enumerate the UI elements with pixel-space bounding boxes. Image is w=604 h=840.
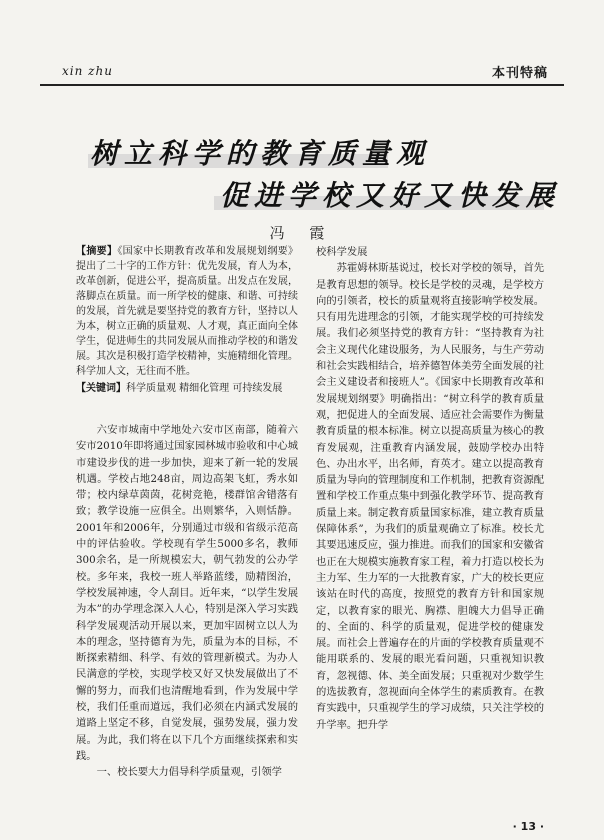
right-column: [316, 244, 544, 733]
article-title: [28, 128, 576, 218]
keywords-label: 【关键词】: [76, 383, 126, 394]
page-number: · 13 ·: [512, 820, 544, 833]
abstract-label: 【摘要】: [76, 246, 118, 257]
author-name: 冯 霞: [269, 224, 335, 242]
keywords-text: 科学质量观 精细化管理 可持续发展: [126, 383, 283, 394]
abstract: [76, 244, 298, 379]
header-left-text: xin zhu: [62, 64, 113, 78]
section-heading-continued: 校科学发展: [316, 246, 368, 258]
header-section-label: 本刊特稿: [491, 66, 548, 81]
title-line-2: 促进学校又好又快发展: [220, 179, 561, 212]
body-paragraph: 苏霍姆林斯基说过，校长对学校的领导，首先是教育思想的领导。校长是学校的灵魂，是学校方向的引领者，校长的质量观将直接影响学校发展。只有用先进理念的引领，才能实现学校的可持续发展。我们必须坚持党的教育方针：“坚持教育为社会主义现代化建设服务，为人民服务，与生产劳动和社会实践相结合，培养德智体美劳全面发展的社会主义建设者和接班人”。《国家中长期教育改革和发展规划纲要》明确指出：“树立科学的教育质量观，把促进人的全面发展、适应社会需要作为衡量教育质量的根本标准。树立以提高质量为核心的教育发展观，注重教育内涵发展，鼓励学校办出特色、办出水平，出名师，育英才。建立以提高教育质量为导向的管理制度和工作机制，把教育资源配置和学校工作重点集中到强化教学环节、提高教育质量上来。制定教育质量国家标准，建立教育质量保障体系”，为我们的质量观确立了标准。校长尤其要迅速反应，强力推进。而我们的国家和安徽省也正在大规模实施教育家工程，着力打造以校长为主力军、生力军的一大批教育家，广大的校长更应该站在时代的高度，按照党的教育方针和国家规定，以教育家的眼光、胸襟、胆魄大力倡导正确的、全面的、科学的质量观，促进学校的健康发展。而社会上普遍存在的片面的学校教育质量观不能用联系的、发展的眼光看问题，只重视知识教育，忽视德、体、美全面发展；只重视对少数学生的选拔教育，忽视面向全体学生的素质教育。在教育实践中，只重视学生的学习成绩，只关注学校的升学率。把升学: [316, 262, 544, 731]
title-line-1: 树立科学的教育质量观: [90, 137, 431, 170]
section-spacer: [76, 396, 298, 422]
abstract-text: 《国家中长期教育改革和发展规划纲要》提出了二十字的工作方针：优先发展，育人为本，改革创新，促进公平，提高质量。出发点在发展，落脚点在质量。而一所学校的健康、和谐、可持续的发展，首先就是要坚持党的教育方针，坚持以人为本，树立正确的质量观、人才观，真正面向全体学生，促进师生的共同发展从而推动学校的和谐发展。其次是积极打造学校精神，实施精细化管理。科学加人文，无往而不胜。: [76, 246, 299, 377]
section-heading: 一、校长要大力倡导科学质量观，引领学: [96, 766, 282, 779]
body-paragraph: 六安市城南中学地处六安市区南部，随着六安市2010年即将通过国家园林城市验收和中心城市建设步伐的进一步加快，迎来了新一轮的发展机遇。学校占地248亩，周边高架飞虹，秀水如带；校内绿草茵茵，花树竞艳，楼群馆舍错落有致；教学设施一应俱全。出则繁华，入则恬静。2001年和2006年，分别通过市级和省级示范高中的评估验收。学校现有学生5000多名，教师300余名，是一所规模宏大，朝气勃发的公办学校。多年来，我校一班人举路蓝缕，励精图治，学校发展神速，令人刮目。近年来，“以学生发展为本”的办学理念深入人心，特别是深入学习实践科学发展观活动开展以来，更加牢固树立以人为本的理念，坚持德育为先，质量为本的目标，不断探索精细、科学、有效的管理新模式。为办人民满意的学校，实现学校又好又快发展做出了不懈的努力，而我们也清醒地看到，作为发展中学校，我们任重而道远，我们必须在内涵式发展的道路上坚定不移，自觉发展，强势发展，强力发展。为此，我们将在以下几个方面继续探索和实践。: [76, 424, 298, 762]
left-column: [76, 244, 298, 781]
keywords: [76, 381, 298, 396]
header-rule: [40, 84, 564, 86]
